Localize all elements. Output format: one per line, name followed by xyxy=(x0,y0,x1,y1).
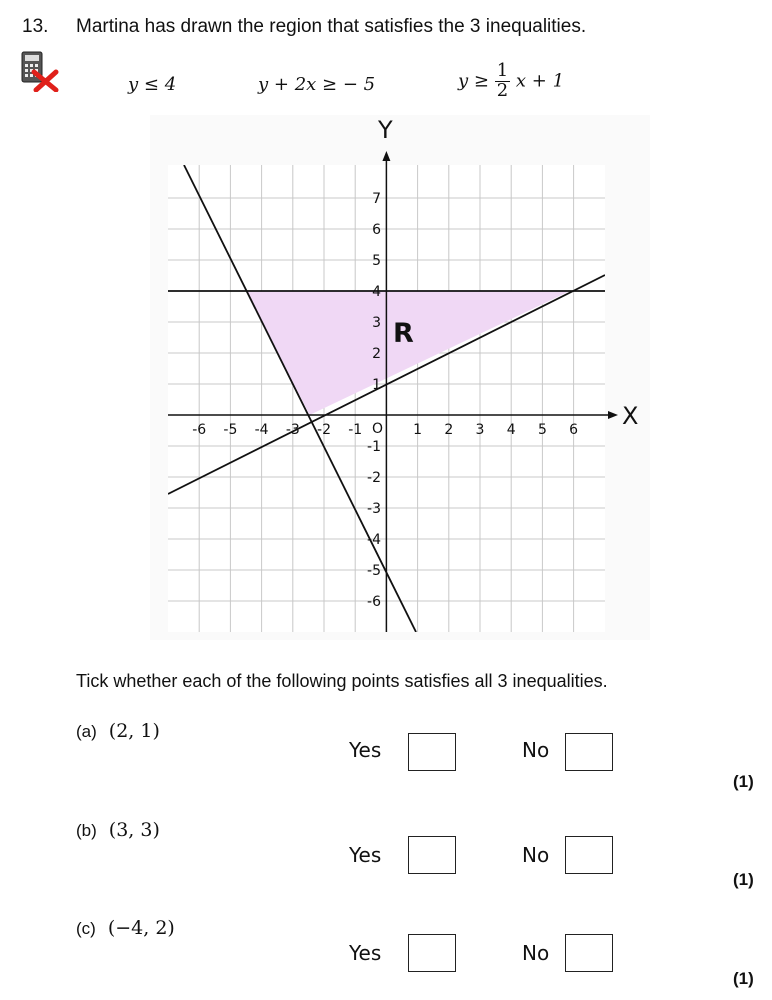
x-tick-label: -4 xyxy=(254,422,269,438)
question-number: 13. xyxy=(22,16,49,37)
question-text: Martina has drawn the region that satisfies the 3 inequalities. xyxy=(76,16,587,37)
fraction-numerator: 1 xyxy=(496,60,509,81)
x-tick-label: 5 xyxy=(537,422,547,438)
part-b-no-label: No xyxy=(522,843,550,867)
part-c-no-checkbox[interactable] xyxy=(565,934,613,972)
inequality-3-fraction xyxy=(495,62,510,101)
part-b-point: (3, 3) xyxy=(108,819,160,841)
y-tick-label: -6 xyxy=(367,594,381,610)
part-a-point: (2, 1) xyxy=(108,720,160,742)
x-tick-label: 2 xyxy=(444,422,454,438)
x-tick-label: -3 xyxy=(285,422,300,438)
region-label: R xyxy=(393,318,414,349)
y-tick-label: -5 xyxy=(367,563,381,579)
part-c xyxy=(76,917,175,939)
x-axis-label: X xyxy=(622,402,639,430)
x-tick-label: -2 xyxy=(317,422,331,438)
x-tick-label: -1 xyxy=(348,422,363,438)
x-tick-label: 1 xyxy=(413,422,423,438)
part-b xyxy=(76,819,160,841)
part-a xyxy=(76,720,160,742)
inequality-3 xyxy=(458,62,564,101)
x-tick-label: -6 xyxy=(192,422,207,438)
y-tick-label: -1 xyxy=(367,439,381,455)
inequality-3-suffix: x + 1 xyxy=(515,70,565,92)
part-c-yes-checkbox[interactable] xyxy=(408,934,456,972)
part-a-yes-label: Yes xyxy=(349,738,382,762)
part-a-no-checkbox[interactable] xyxy=(565,733,613,771)
part-c-label: (c) xyxy=(76,919,96,938)
part-b-yes-checkbox[interactable] xyxy=(408,836,456,874)
y-tick-label: -3 xyxy=(367,501,381,517)
y-tick-label: 1 xyxy=(372,377,381,393)
instruction-text: Tick whether each of the following points satisfies all 3 inequalities. xyxy=(76,671,608,691)
part-a-no-label: No xyxy=(522,738,550,762)
origin-label: O xyxy=(372,421,384,437)
part-b-marks: (1) xyxy=(733,870,754,889)
y-tick-label: 3 xyxy=(372,315,381,331)
part-c-yes-label: Yes xyxy=(349,941,382,965)
part-c-marks: (1) xyxy=(733,969,754,988)
fraction-denominator: 2 xyxy=(496,79,509,101)
part-c-no-label: No xyxy=(522,941,550,965)
y-tick-label: 4 xyxy=(372,284,381,300)
part-a-yes-checkbox[interactable] xyxy=(408,733,456,771)
part-a-label: (a) xyxy=(76,722,97,741)
part-c-point: (−4, 2) xyxy=(107,917,175,939)
x-tick-label: 4 xyxy=(506,422,516,438)
part-b-yes-label: Yes xyxy=(349,843,382,867)
y-tick-label: 6 xyxy=(372,222,381,238)
x-tick-label: 6 xyxy=(569,422,579,438)
part-b-label: (b) xyxy=(76,821,97,840)
calculator-crossed-icon xyxy=(20,50,60,92)
x-tick-label: -5 xyxy=(223,422,238,438)
inequality-graph xyxy=(150,115,650,640)
part-a-marks: (1) xyxy=(733,772,754,791)
x-tick-label: 3 xyxy=(475,422,485,438)
inequality-1: y ≤ 4 xyxy=(128,74,177,95)
inequality-3-prefix: y ≥ xyxy=(458,70,489,92)
y-tick-label: -4 xyxy=(367,532,381,548)
y-tick-label: 2 xyxy=(372,346,381,362)
y-tick-label: 7 xyxy=(372,191,381,207)
inequality-2: y + 2x ≥ − 5 xyxy=(258,74,376,95)
part-b-no-checkbox[interactable] xyxy=(565,836,613,874)
y-tick-label: 5 xyxy=(372,253,381,269)
y-tick-label: -2 xyxy=(367,470,381,486)
y-axis-label: Y xyxy=(378,116,393,144)
